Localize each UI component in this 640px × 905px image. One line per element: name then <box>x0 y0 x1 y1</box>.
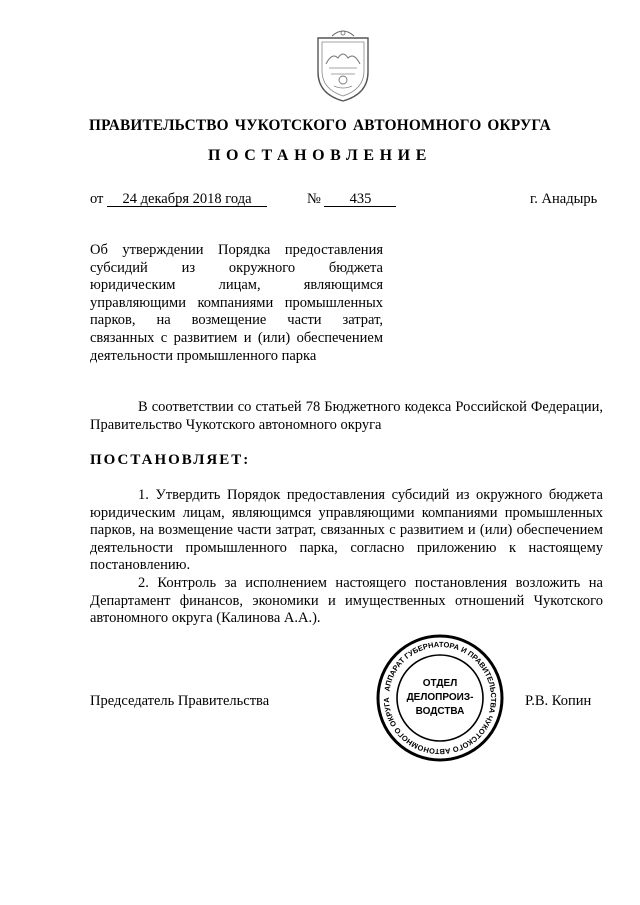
signatory-name: Р.В. Копин <box>525 693 592 709</box>
subject-line: субсидий из окружного бюджета <box>90 259 383 276</box>
date-prefix: от <box>90 191 104 207</box>
signatory-title: Председатель Правительства <box>90 693 270 709</box>
document-place: г. Анадырь <box>530 191 598 207</box>
document-type: ПОСТАНОВЛЕНИЕ <box>208 147 432 164</box>
document-date: 24 декабря 2018 года <box>107 192 267 207</box>
stamp-line-3: ВОДСТВА <box>415 706 465 717</box>
stamp-line-2: ДЕЛОПРОИЗ- <box>406 692 474 703</box>
organization-title: ПРАВИТЕЛЬСТВО ЧУКОТСКОГО АВТОНОМНОГО ОКРУГА <box>89 117 551 134</box>
subject-line: Об утверждении Порядка предоставления <box>90 242 383 258</box>
stamp-ring-text: АППАРАТ ГУБЕРНАТОРА И ПРАВИТЕЛЬСТВА ЧУКОТСКОГО АВТОНОМНОГО ОКРУГА <box>381 639 499 757</box>
preamble-paragraph: В соответствии со статьей 78 Бюджетного кодекса Российской Федерации, Правительство Чукотского автономного округа <box>90 399 603 433</box>
number-line <box>307 191 396 208</box>
item-2-paragraph: 2. Контроль за исполнением настоящего постановления возложить на Департамент финансов, экономики и имущественных отношений Чукотского автономного округа (Калинова А.А.). <box>90 575 603 626</box>
subject-line: управляющими компаниями промышленных <box>90 294 383 311</box>
item-1-paragraph: 1. Утвердить Порядок предоставления субсидий из окружного бюджета юридическим лицам, являющимся управляющими компаниями промышленных парков, на возмещение части затрат, связанных с развитием и (или) обеспечением деятельности промышленного парка, согласно приложению к настоящему постановлению. <box>90 487 603 573</box>
office-stamp <box>376 634 504 762</box>
document-number: 435 <box>324 192 396 207</box>
number-prefix: № <box>307 191 321 207</box>
subject-line: деятельности промышленного парка <box>90 347 317 364</box>
decree-heading: ПОСТАНОВЛЯЕТ: <box>90 452 251 468</box>
date-line <box>90 191 267 208</box>
stamp-line-1: ОТДЕЛ <box>422 678 458 689</box>
subject-line: юридическим лицам, являющимся <box>90 277 383 294</box>
document-subject <box>90 242 383 365</box>
subject-line: связанных с развитием и (или) обеспечением <box>90 329 383 346</box>
coat-of-arms-icon <box>312 28 374 104</box>
subject-line: парков, на возмещение части затрат, <box>90 312 383 329</box>
